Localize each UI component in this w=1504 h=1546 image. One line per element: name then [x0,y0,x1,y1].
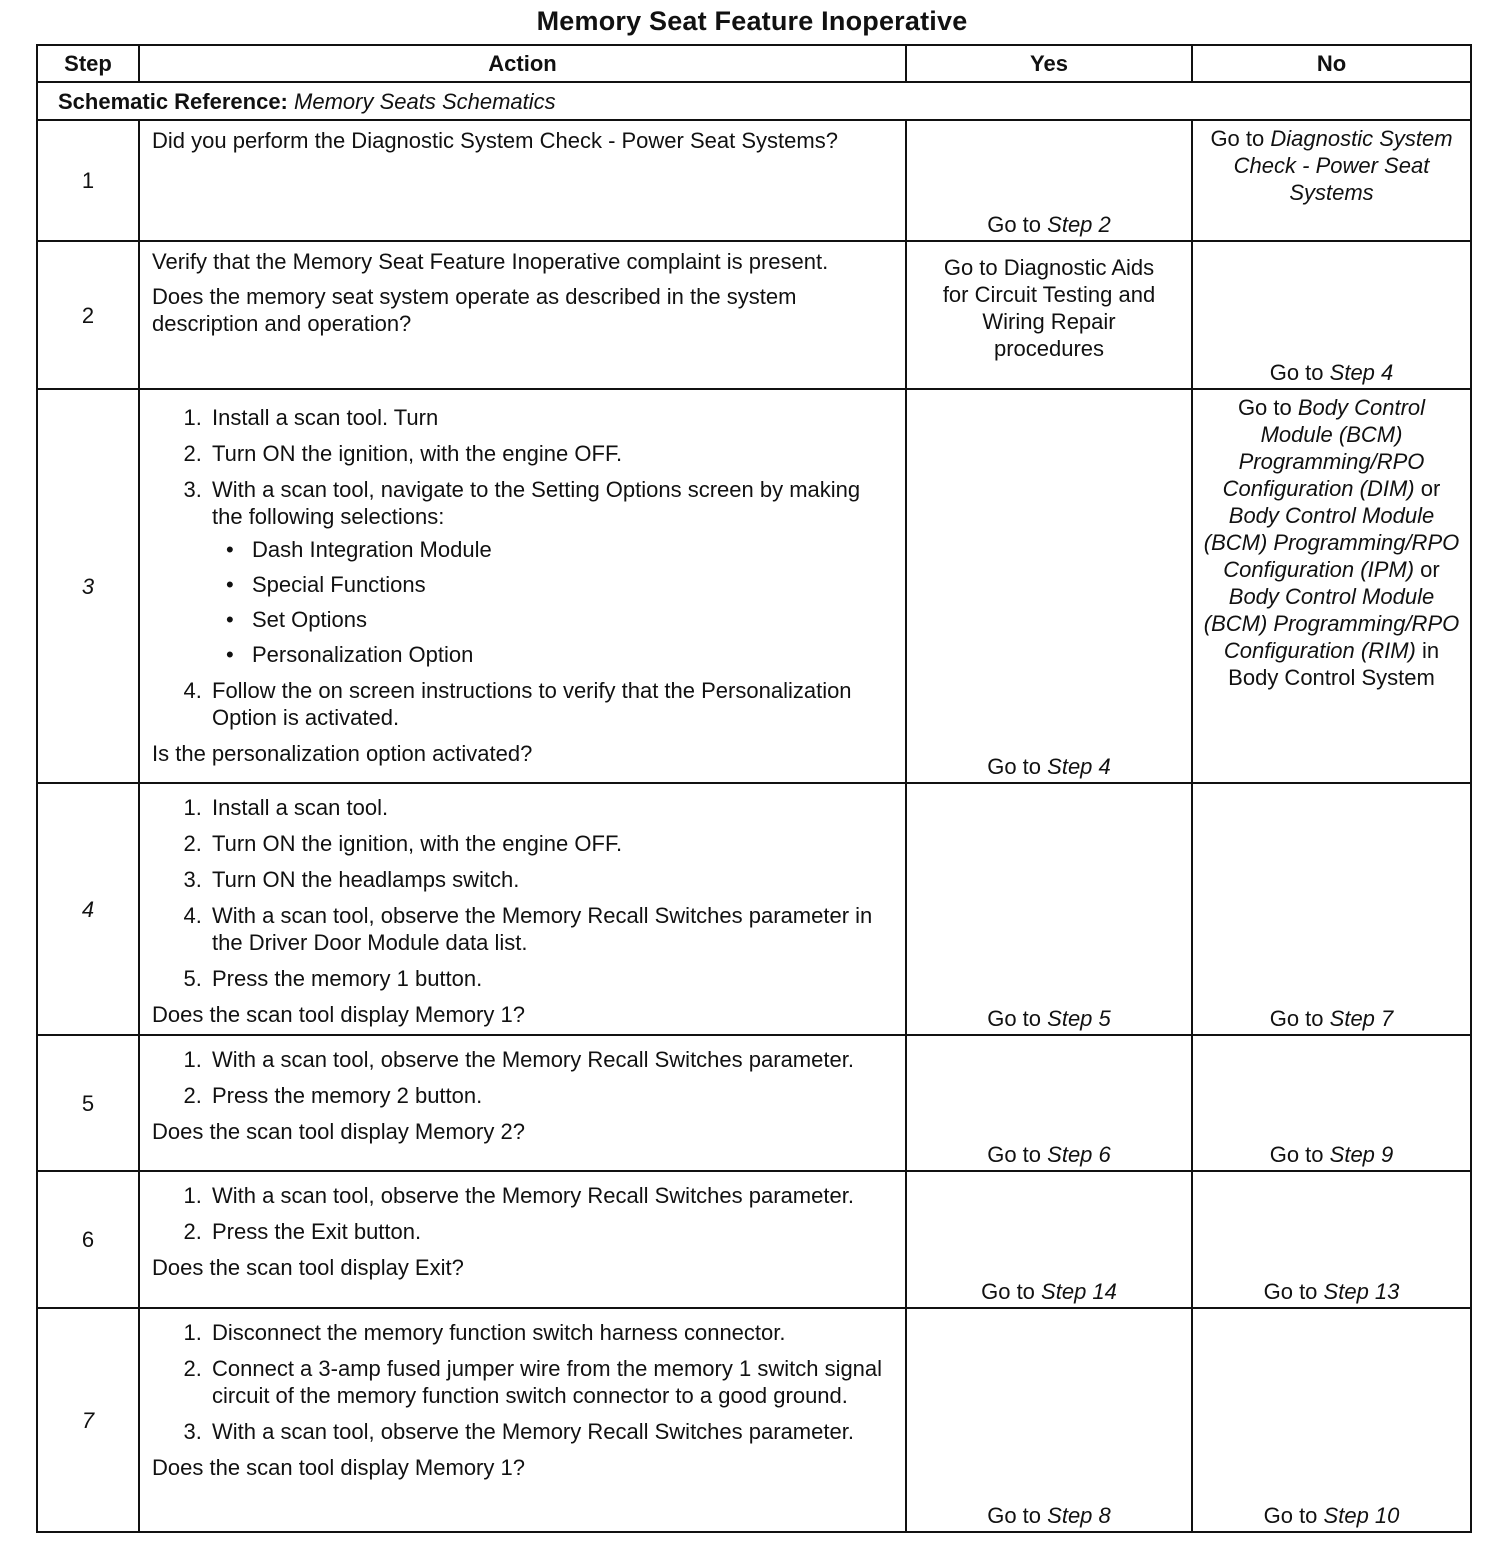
no-cell [1192,1171,1471,1308]
action-cell [139,120,906,241]
action-steps [152,1319,893,1445]
no-link-ipm[interactable]: Body Control Module (BCM) Programming/RPO Configuration (IPM) [1203,503,1460,582]
no-step-link[interactable]: Step 9 [1329,1142,1394,1167]
go-to-label: Go to [1263,1279,1318,1304]
go-to-label: Go to [987,1503,1042,1528]
action-text: Verify that the Memory Seat Feature Inoperative complaint is present. [152,249,829,274]
step-number: 3 [37,389,139,783]
header-no: No [1192,45,1471,82]
list-item: 4. With a scan tool, observe the Memory Recall Switches parameter in the Driver Door Module data list. [208,902,893,956]
list-item: 2. Turn ON the ignition, with the engine OFF. [208,830,893,857]
step-number: 7 [37,1308,139,1532]
action-steps [152,1182,893,1245]
schematic-row [37,82,1471,120]
table-row [37,120,1471,241]
list-item: 1. With a scan tool, observe the Memory Recall Switches parameter. [208,1182,893,1209]
action-question: Does the scan tool display Exit? [152,1255,464,1280]
no-step-link[interactable]: Step 10 [1323,1503,1400,1528]
go-to-label: Go to [1269,1142,1324,1167]
schematic-link[interactable]: Memory Seats Schematics [294,88,556,114]
yes-cell [906,389,1192,783]
bullet-item: • Personalization Option [248,641,893,668]
list-item: 3. With a scan tool, observe the Memory Recall Switches parameter. [208,1418,893,1445]
list-item: 4. Follow the on screen instructions to verify that the Personalization Option is activated. [208,677,893,731]
list-item: 1. Install a scan tool. Turn [208,404,893,431]
action-cell [139,1171,906,1308]
diagnostic-table [36,44,1472,1533]
go-to-label: Go to [987,1142,1042,1167]
table-row [37,241,1471,389]
action-cell [139,1035,906,1171]
no-link-rim[interactable]: Body Control Module (BCM) Programming/RPO Configuration (RIM) [1203,584,1460,663]
list-item: 3. With a scan tool, navigate to the Setting Options screen by making the following selections: • Dash Integration Module • Special Functions • Set Options • Personalization Option [208,476,893,668]
action-cell [139,389,906,783]
header-step: Step [37,45,139,82]
table-row [37,389,1471,783]
selection-list [212,536,893,668]
list-item: 5. Press the memory 1 button. [208,965,893,992]
go-to-label: Go to [1237,395,1292,420]
no-cell [1192,783,1471,1035]
action-cell [139,783,906,1035]
no-cell [1192,120,1471,241]
bullet-item: • Dash Integration Module [248,536,893,563]
yes-cell [906,120,1192,241]
table-row [37,1035,1471,1171]
go-to-label: Go to [1210,126,1265,151]
go-to-label: Go to [987,754,1042,779]
go-to-label: Go to [987,1006,1042,1031]
step-number: 1 [37,120,139,241]
header-row [37,45,1471,82]
no-link-dim[interactable]: Body Control Module (BCM) Programming/RPO Configuration (DIM) [1222,395,1426,501]
schematic-reference [37,82,1471,120]
go-to-label: Go to [987,212,1042,237]
no-step-link[interactable]: Step 13 [1323,1279,1400,1304]
yes-cell [906,783,1192,1035]
no-cell [1192,389,1471,783]
yes-step-link[interactable]: Step 2 [1047,212,1111,237]
table-row [37,783,1471,1035]
yes-text: Go to Diagnostic Aids for Circuit Testing and Wiring Repair procedures [942,255,1156,361]
go-to-label: Go to [1269,1006,1324,1031]
list-item: 2. Press the Exit button. [208,1218,893,1245]
action-question: Does the scan tool display Memory 2? [152,1119,525,1144]
yes-step-link[interactable]: Step 6 [1047,1142,1111,1167]
list-item: 1. Install a scan tool. [208,794,893,821]
yes-step-link[interactable]: Step 5 [1047,1006,1111,1031]
list-item: 2. Turn ON the ignition, with the engine OFF. [208,440,893,467]
step-number: 5 [37,1035,139,1171]
action-question: Does the scan tool display Memory 1? [152,1455,525,1480]
no-cell [1192,1035,1471,1171]
action-cell [139,241,906,389]
yes-cell [906,241,1192,389]
go-to-label: Go to [981,1279,1035,1304]
or-text: or [1420,476,1441,501]
action-steps [152,404,893,731]
go-to-label: Go to [1269,360,1324,385]
action-cell [139,1308,906,1532]
yes-step-link[interactable]: Step 14 [1041,1279,1117,1304]
no-step-link[interactable]: Step 7 [1329,1006,1394,1031]
action-steps [152,1046,893,1109]
yes-step-link[interactable]: Step 4 [1047,754,1111,779]
no-step-link[interactable]: Step 4 [1329,360,1394,385]
bullet-item: • Set Options [248,606,893,633]
page-title: Memory Seat Feature Inoperative [536,6,968,36]
yes-step-link[interactable]: Step 8 [1047,1503,1111,1528]
yes-cell [906,1171,1192,1308]
go-to-label: Go to [1263,1503,1318,1528]
step-number: 2 [37,241,139,389]
bullet-item: • Special Functions [248,571,893,598]
action-text: Did you perform the Diagnostic System Check - Power Seat Systems? [152,128,838,153]
action-question: Is the personalization option activated? [152,741,533,766]
list-item: 1. With a scan tool, observe the Memory Recall Switches parameter. [208,1046,893,1073]
no-cell [1192,241,1471,389]
step-number: 6 [37,1171,139,1308]
action-question: Does the scan tool display Memory 1? [152,1002,525,1027]
no-link[interactable]: Diagnostic System Check - Power Seat Systems [1233,126,1453,205]
list-item: 3. Turn ON the headlamps switch. [208,866,893,893]
list-item: 2. Press the memory 2 button. [208,1082,893,1109]
no-cell [1192,1308,1471,1532]
yes-cell [906,1308,1192,1532]
step-number: 4 [37,783,139,1035]
or-text: or [1420,557,1440,582]
header-yes: Yes [906,45,1192,82]
header-action: Action [139,45,906,82]
list-item: 1. Disconnect the memory function switch harness connector. [208,1319,893,1346]
schematic-label: Schematic Reference: [58,88,288,114]
action-question: Does the memory seat system operate as described in the system description and operation? [152,284,797,336]
table-row [37,1171,1471,1308]
no-suffix: in Body Control System [1228,638,1440,690]
list-item: 2. Connect a 3-amp fused jumper wire from the memory 1 switch signal circuit of the memory function switch connector to a good ground. [208,1355,893,1409]
table-row [37,1308,1471,1532]
action-steps [152,794,893,992]
yes-cell [906,1035,1192,1171]
